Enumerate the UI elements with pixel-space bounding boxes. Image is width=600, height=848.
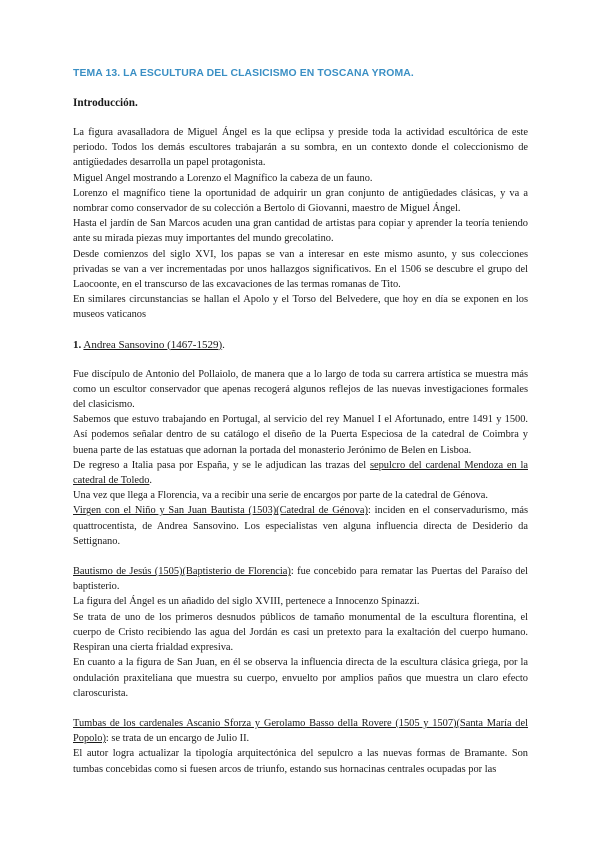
intro-heading: Introducción. [73, 97, 138, 109]
section-1-heading [73, 338, 528, 353]
tumbas-paragraph-1 [73, 716, 528, 746]
bautismo-paragraph-3: Se trata de uno de los primeros desnudos públicos de tamaño monumental de la escultura florentina, el cuerpo de Cristo recibiendo las agua del Jordán es casi un pretexto para la exaltación del cuerpo humano. Respiran una cierta frialdad expresiva. [73, 611, 528, 654]
intro-paragraph-3: Lorenzo el magnífico tiene la oportunidad de adquirir un gran conjunto de antigüedades clásicas, y va a nombrar como conservador de su colección a Bertolo di Giovanni, maestro de Miguel Ángel. [73, 187, 528, 215]
intro-paragraph-5: Desde comienzos del siglo XVI, los papas se van a interesar en este mismo asunto, y sus colecciones privadas se van a ver incrementadas por unos hallazgos significativos. En el 1506 se descubre el grupo del Laocoonte, en el transcurso de las excavaciones de las termas romanas de Tito. [73, 248, 528, 291]
document-title: TEMA 13. LA ESCULTURA DEL CLASICISMO EN TOSCANA YROMA. [73, 68, 414, 79]
sansovino-paragraph-5 [73, 503, 528, 549]
bautismo-paragraph-4: En cuanto a la figura de San Juan, en él se observa la influencia directa de la escultura clásica griega, por la ondulación praxiteliana que muestra su cuerpo, envuelto por amplios paños que muestra un claro efecto claroscurista. [73, 657, 528, 699]
section-1-period: . [222, 338, 225, 351]
intro-paragraph-2: Miguel Angel mostrando a Lorenzo el Magnífico la cabeza de un fauno. [73, 172, 373, 184]
sansovino-paragraph-3-end: . [149, 475, 153, 487]
tumbas-paragraph-1-text: : se trata de un encargo de Julio II. [105, 733, 250, 745]
sansovino-paragraph-1: Fue discípulo de Antonio del Pollaiolo, de manera que a lo largo de toda su carrera artística se muestra más como un escultor conservador que apenas recogerá algunos reflejos de las nuevas investigaciones formales del clasicismo. [73, 368, 528, 411]
intro-paragraph-4: Hasta el jardín de San Marcos acuden una gran cantidad de artistas para copiar y aprender la teoría teniendo ante su mirada piezas muy importantes del mundo grecolatino. [73, 218, 528, 245]
intro-paragraph-1: La figura avasalladora de Miguel Ángel es la que eclipsa y preside toda la actividad escultórica de este periodo. Todos los demás escultores trabajarán a su sombra, en un contexto donde el coleccionismo de antigüedades desarrolla un papel protagonista. [73, 127, 528, 169]
section-1-name: Andrea Sansovino (1467-1529) [83, 338, 223, 351]
bautismo-paragraph-1-text: : fue concebido para rematar las Puertas del Paraíso del baptisterio. [73, 566, 528, 593]
sansovino-paragraph-2: Sabemos que estuvo trabajando en Portugal, al servicio del rey Manuel I el Afortunado, entre 1491 y 1500. Así podemos señalar dentro de su catálogo el diseño de la Puerta Especiosa de la catedral de Coimbra y buena parte de las estatuas que adornan la portada del monasterio Jerónimo de Belen en Lisboa. [73, 414, 528, 456]
intro-paragraph-6: En similares circunstancias se hallan el Apolo y el Torso del Belvedere, que hoy en día se exponen en los museos vaticanos [73, 294, 528, 321]
sansovino-paragraph-3-text: De regreso a Italia pasa por España, y se le adjudican las trazas del [73, 459, 370, 471]
sansovino-paragraph-3 [73, 458, 528, 488]
virgen-genova-reference: Virgen con el Niño y San Juan Bautista (1503)(Catedral de Génova) [73, 505, 368, 517]
bautismo-paragraph-1 [73, 564, 528, 594]
bautismo-paragraph-2: La figura del Ángel es un añadido del siglo XVIII, pertenece a Innocenzo Spinazzi. [73, 596, 420, 608]
sansovino-paragraph-5-text: : inciden en el conservadurismo, más quattrocentista, de Andrea Sansovino. Los especialistas ven alguna influencia directa de Desiderio da Settignano. [73, 505, 528, 547]
sepulcro-mendoza-reference: sepulcro del cardenal Mendoza en la catedral de Toledo [73, 459, 528, 487]
sansovino-paragraph-4: Una vez que llega a Florencia, va a recibir una serie de encargos por parte de la catedral de Génova. [73, 490, 488, 502]
bautismo-reference: Bautismo de Jesús (1505)(Baptisterio de Florencia) [73, 566, 291, 578]
tumbas-paragraph-2: El autor logra actualizar la tipología arquitectónica del sepulcro a las nuevas formas de Bramante. Son tumbas concebidas como si fuesen arcos de triunfo, estando sus hornacinas centrales ocupadas por las [73, 748, 528, 775]
tumbas-reference: Tumbas de los cardenales Ascanio Sforza y Gerolamo Basso della Rovere (1505 y 1507)(Santa María del Popolo) [73, 717, 528, 745]
section-1-number: 1. [73, 338, 82, 351]
